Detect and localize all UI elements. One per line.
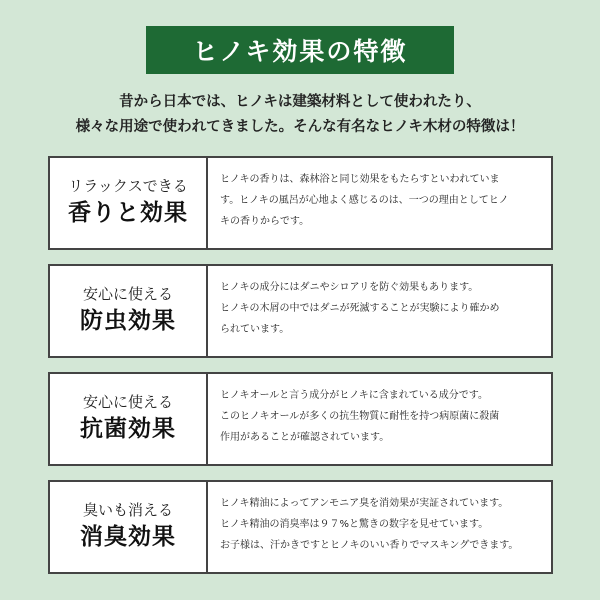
description-line: ヒノキ精油によってアンモニア臭を消効果が実証されています。 <box>220 498 509 509</box>
card-title: 消臭効果 <box>80 524 176 550</box>
description-line: お子様は、汗かきですとヒノキのいい香りでマスキングできます。 <box>220 540 519 551</box>
description-line: ヒノキの香りは、森林浴と同じ効果をもたらすといわれていま <box>220 174 500 185</box>
card-heading <box>50 266 208 356</box>
feature-card-insect-repellent <box>48 264 553 358</box>
card-subtitle: リラックスできる <box>68 177 188 195</box>
description-line: 作用があることが確認されています。 <box>220 432 390 443</box>
card-description <box>208 374 551 464</box>
description-line: られています。 <box>220 324 290 335</box>
card-title: 香りと効果 <box>68 200 188 226</box>
feature-card-deodorizing <box>48 480 553 574</box>
intro-line: 昔から日本では、ヒノキは建築材料として使われたり、 <box>119 94 481 110</box>
card-heading <box>50 482 208 572</box>
card-description <box>208 266 551 356</box>
title-banner <box>146 26 454 74</box>
intro-text <box>0 90 600 140</box>
card-description <box>208 482 551 572</box>
card-title: 抗菌効果 <box>80 416 176 442</box>
card-heading <box>50 374 208 464</box>
card-subtitle: 臭いも消える <box>82 501 173 519</box>
card-subtitle: 安心に使える <box>82 285 173 303</box>
description-line: キの香りからです。 <box>220 216 310 227</box>
description-line: ヒノキ精油の消臭率は９７%と驚きの数字を見せています。 <box>220 519 489 530</box>
card-subtitle: 安心に使える <box>82 393 173 411</box>
feature-card-aroma <box>48 156 553 250</box>
page-title: ヒノキ効果の特徴 <box>192 37 408 66</box>
description-line: ヒノキの木屑の中ではダニが死滅することが実験により確かめ <box>220 303 500 314</box>
feature-card-antibacterial <box>48 372 553 466</box>
card-title: 防虫効果 <box>80 308 176 334</box>
card-heading <box>50 158 208 248</box>
card-description <box>208 158 551 248</box>
description-line: ヒノキオールと言う成分がヒノキに含まれている成分です。 <box>220 390 488 401</box>
description-line: ヒノキの成分にはダニやシロアリを防ぐ効果もあります。 <box>220 282 479 293</box>
intro-line: 様々な用途で使われてきました。そんな有名なヒノキ木材の特徴は！ <box>75 119 525 135</box>
description-line: す。ヒノキの風呂が心地よく感じるのは、一つの理由としてヒノ <box>220 195 509 206</box>
description-line: このヒノキオールが多くの抗生物質に耐性を持つ病原菌に殺菌 <box>220 411 500 422</box>
